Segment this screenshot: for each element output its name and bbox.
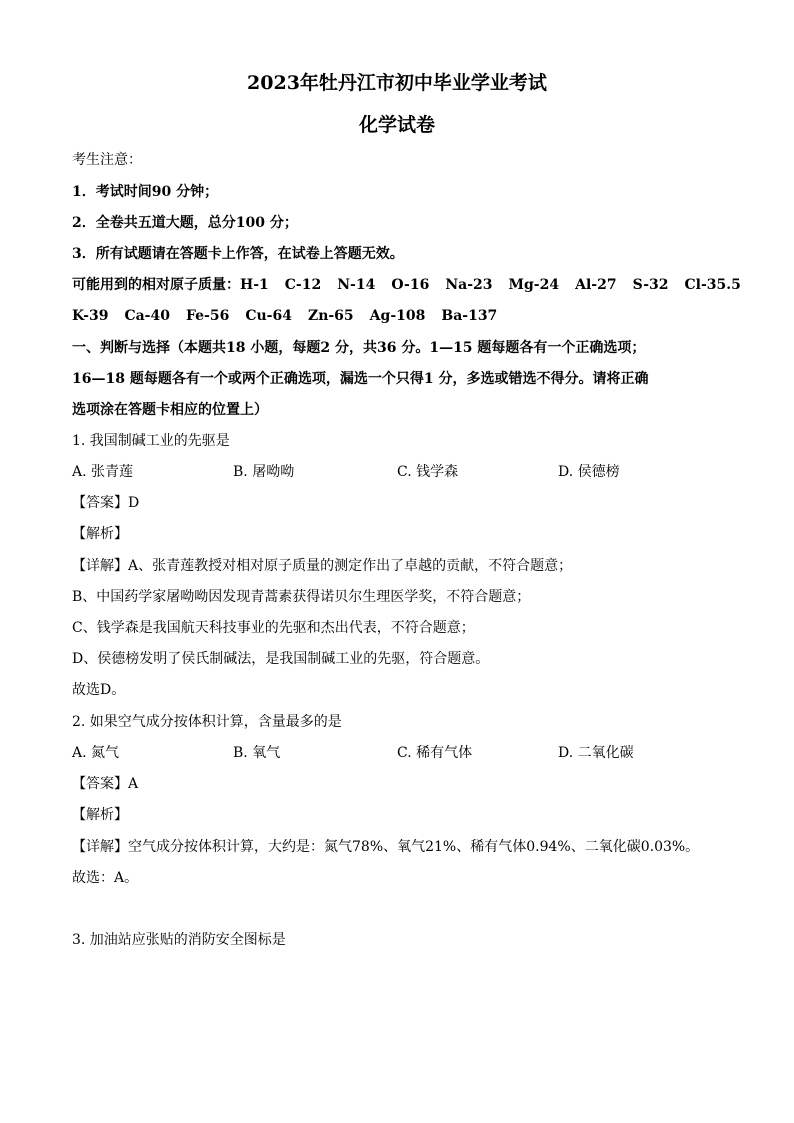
q2-analysis: 【解析】 [72,807,128,823]
atomic-mass-entry: H-1 [240,277,269,293]
notice-item-3: 3．所有试题请在答题卡上作答，在试卷上答题无效。 [72,246,404,262]
section1-line-2: 16—18 题每题各有一个或两个正确选项，漏选一个只得1 分，多选或错选不得分。请将正确 [72,371,649,387]
q1-stem: 1. 我国制碱工业的先驱是 [72,433,230,449]
atomic-mass-entry: Ag-108 [369,308,426,324]
atomic-mass-entry: Fe-56 [185,308,230,324]
atomic-mass-entry: Cu-64 [245,308,292,324]
atomic-mass-entry: Ca-40 [124,308,170,324]
notice-item-1: 1．考试时间90 分钟； [72,184,219,200]
notice-heading: 考生注意： [72,152,142,168]
atomic-mass-entry: O-16 [391,277,430,293]
q1-option-b: B. 屠呦呦 [233,464,295,480]
q2-stem: 2. 如果空气成分按体积计算，含量最多的是 [72,714,342,730]
atomic-mass-entry: Mg-24 [508,277,560,293]
q1-answer: 【答案】D [72,495,140,511]
q1-conclusion: 故选D。 [72,682,126,698]
atomic-mass-entry: S-32 [632,277,669,293]
q1-detail-3: C、钱学森是我国航天科技事业的先驱和杰出代表，不符合题意； [72,620,475,636]
atomic-mass-entry: C-12 [284,277,322,293]
atomic-mass-row-2 [72,306,497,326]
q1-analysis: 【解析】 [72,526,128,542]
q2-option-a: A. 氮气 [72,745,120,761]
q2-conclusion: 故选：A。 [72,870,139,886]
atomic-mass-entry: K-39 [72,308,109,324]
q2-answer: 【答案】A [72,776,139,792]
q1-detail-4: D、侯德榜发明了侯氏制碱法，是我国制碱工业的先驱，符合题意。 [72,651,490,667]
section1-line-1: 一、判断与选择（本题共18 小题，每题2 分，共36 分。1—15 题每题各有一个正确选项； [72,340,646,356]
page-title: 2023年牡丹江市初中毕业学业考试 [247,72,547,94]
atomic-mass-entry: Al-27 [575,277,617,293]
q2-option-c: C. 稀有气体 [397,745,473,761]
q3-stem: 3. 加油站应张贴的消防安全图标是 [72,932,286,948]
atomic-mass-label: 可能用到的相对原子质量： [72,277,240,293]
q2-option-d: D. 二氧化碳 [558,745,634,761]
q1-detail-1: 【详解】A、张青莲教授对相对原子质量的测定作出了卓越的贡献，不符合题意； [72,558,573,574]
atomic-mass-entry: Na-23 [445,277,493,293]
section1-line-3: 选项涂在答题卡相应的位置上） [72,402,268,418]
page-subtitle: 化学试卷 [358,114,435,136]
q1-option-c: C. 钱学森 [397,464,459,480]
atomic-mass-entry: N-14 [337,277,376,293]
q1-detail-2: B、中国药学家屠呦呦因发现青蒿素获得诺贝尔生理医学奖，不符合题意； [72,589,531,605]
q2-detail-1: 【详解】空气成分按体积计算，大约是：氮气78%、氧气21%、稀有气体0.94%、二氧化碳0.03%。 [72,839,700,855]
atomic-mass-entry: Ba-137 [441,308,498,324]
q2-option-b: B. 氧气 [233,745,281,761]
atomic-mass-entry: Zn-65 [307,308,354,324]
notice-item-2: 2．全卷共五道大题，总分100 分； [72,215,298,231]
atomic-mass-row-1 [72,275,741,295]
q1-option-d: D. 侯德榜 [558,464,620,480]
q1-option-a: A. 张青莲 [72,464,134,480]
atomic-mass-entry: Cl-35.5 [684,277,741,293]
